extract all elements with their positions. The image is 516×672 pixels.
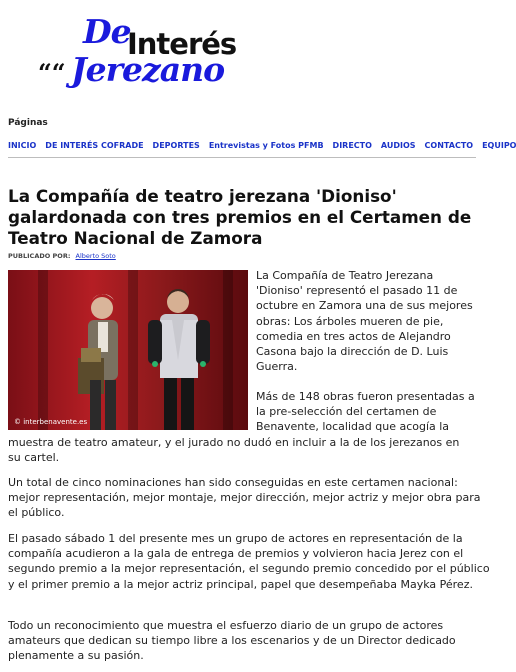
curtain-fold [128,270,138,430]
curtain-fold [38,270,48,430]
article-paragraph-3: Un total de cinco nominaciones han sido conseguidas en este certamen nacional: mejor representación, mejor montaje, mejor dirección, mejor actriz y mejor obra para el público. [8,476,481,520]
text-line: La Compañía de Teatro Jerezana [256,269,434,282]
text-line: Casona bajo la dirección de D. Luis [256,345,449,359]
nav-divider [8,157,476,158]
nav-directo[interactable]: DIRECTO [332,141,372,150]
actor-silver-vest [148,284,214,430]
article-paragraph-2 [256,389,488,435]
photo-credit: © interbenavente.es [14,418,88,426]
article-paragraph-4: El pasado sábado 1 del presente mes un grupo de actores en representación de la compañía acudieron a la gala de entrega de premios y volvieron hacia Jerez con el segundo premio a la mejor representación, el segundo premio concedido por el público y el primer premio a la mejor actriz principal, papel que desempeñaba Mayka Pérez. [8,532,490,591]
text-line: Benavente, localidad que acogía la [256,420,450,434]
text-line: Guerra. [256,360,298,374]
site-logo[interactable] [38,12,278,96]
text-line: 'Dioniso' representó el pasado 11 de [256,284,458,298]
logo-interes: Interés [127,27,237,61]
logo-quote-mark: ““ [38,58,66,87]
logo-jerezano: Jerezano [71,50,225,89]
text-line: la pre-selección del certamen de [256,405,437,419]
text-line: su cartel. [8,451,60,465]
actor-with-trophy [78,288,128,430]
article-photo[interactable] [8,270,248,430]
nav-entrevistas-fotos[interactable]: Entrevistas y Fotos PFMB [208,141,324,150]
author-link[interactable]: Alberto Soto [75,252,116,260]
text-line: muestra de teatro amateur, y el jurado no dudó en incluir a la de los jerezanos en [8,436,460,449]
byline-label: PUBLICADO POR: [8,252,71,260]
nav-deportes[interactable]: DEPORTES [152,141,200,150]
article-paragraph-1 [256,268,488,374]
article-title[interactable]: La Compañía de teatro jerezana 'Dioniso' galardonada con tres premios en el Certamen de Teatro Nacional de Zamora [8,186,472,248]
article-paragraph-5: Todo un reconocimiento que muestra el esfuerzo diario de un grupo de actores amateurs que dedican su tiempo libre a los escenarios y de un Director dedicado plenamente a su pasión. [8,619,456,663]
curtain-fold [223,270,233,430]
text-line: Más de 148 obras fueron presentadas a [256,390,475,403]
nav-equipo[interactable]: EQUIPO [482,141,516,150]
article-byline [8,252,116,260]
nav-contacto[interactable]: CONTACTO [424,141,474,150]
main-nav [8,141,516,150]
article-paragraph-2-cont [8,435,492,465]
logo-de: De [83,12,131,51]
text-line: obras: Los árboles mueren de pie, [256,314,444,328]
nav-inicio[interactable]: INICIO [8,141,37,150]
nav-audios[interactable]: AUDIOS [380,141,416,150]
text-line: comedia en tres actos de Alejandro [256,329,451,343]
nav-de-interes-cofrade[interactable]: DE INTERÉS COFRADE [45,141,144,150]
text-line: octubre en Zamora una de sus mejores [256,299,473,313]
pages-heading: Páginas [8,118,48,128]
